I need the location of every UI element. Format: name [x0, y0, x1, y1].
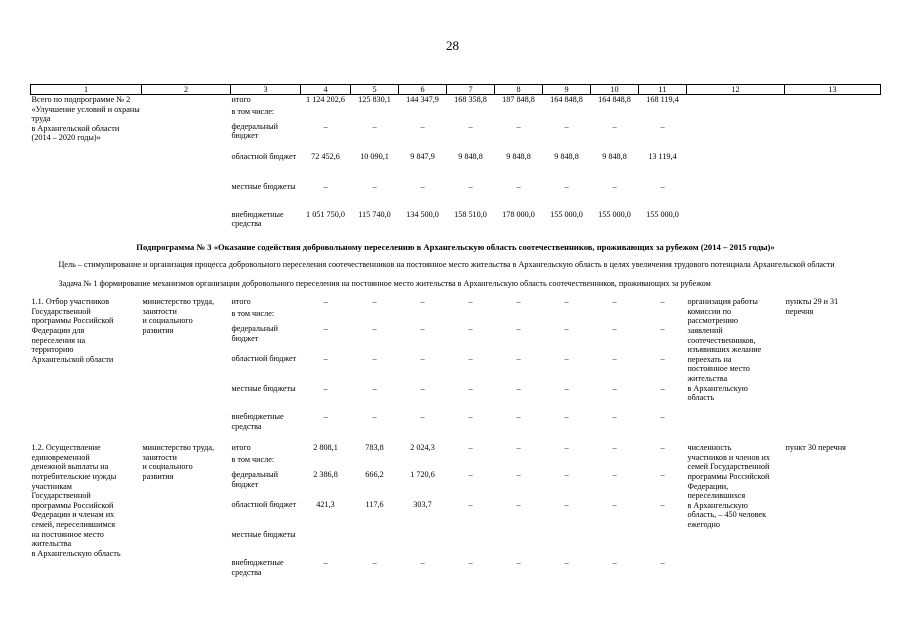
- text-line: Федерации,: [687, 481, 729, 491]
- amount-cell: –: [564, 412, 569, 422]
- page-number: 28: [446, 38, 459, 53]
- amount-cell: –: [323, 181, 328, 191]
- amount-cell: –: [468, 558, 473, 568]
- subprogram-heading: Подпрограмма № 3 «Оказание содействия добровольному переселению в Архангельскую область соотечественников, проживающих за рубежом (2014 – 2015 годы)»: [136, 241, 775, 252]
- text-line: жительства: [687, 374, 728, 384]
- amount-cell: 155 000,0: [550, 209, 583, 219]
- text-line: в Архангельскую область: [31, 548, 121, 558]
- text-line: переселения на: [31, 335, 86, 345]
- amount-cell: –: [516, 443, 521, 453]
- program-table-sheet: [30, 84, 880, 584]
- amount-cell: [447, 107, 495, 122]
- funding-source: внебюджетные средства: [231, 412, 284, 431]
- amount-cell: –: [564, 558, 569, 568]
- text-line: в Архангельскую: [687, 383, 748, 393]
- amount-cell: [543, 107, 591, 122]
- text-line: постоянное место: [687, 364, 750, 374]
- amount-cell: [639, 530, 687, 558]
- program-table: [30, 84, 881, 584]
- text-line: Всего по подпрограмме № 2: [31, 95, 131, 104]
- amount-cell: –: [564, 354, 569, 364]
- amount-cell: [447, 455, 495, 470]
- text-line: и социального: [142, 462, 193, 472]
- text-line: заявлений: [687, 326, 723, 336]
- amount-cell: –: [660, 470, 665, 480]
- text-line: программы Российской: [687, 472, 770, 482]
- task-row: [31, 279, 881, 298]
- amount-cell: [591, 530, 639, 558]
- finance-row: [31, 95, 881, 107]
- column-number-row: [31, 85, 881, 95]
- amount-cell: –: [468, 412, 473, 422]
- amount-cell: –: [420, 558, 425, 568]
- amount-cell: –: [516, 412, 521, 422]
- amount-cell: –: [323, 297, 328, 307]
- funding-source: в том числе:: [231, 106, 275, 116]
- activity-name: [31, 297, 142, 438]
- amount-cell: 168 358,8: [454, 95, 487, 104]
- funding-source: местные бюджеты: [231, 384, 296, 394]
- text-line: область: [687, 393, 715, 403]
- text-line: соотечественников,: [687, 335, 756, 345]
- amount-cell: [591, 455, 639, 470]
- expected-result: [687, 95, 785, 236]
- amount-cell: 2 024,3: [410, 443, 435, 453]
- amount-cell: –: [420, 324, 425, 334]
- funding-source: местные бюджеты: [231, 181, 296, 191]
- text-line: комиссии по: [687, 306, 732, 316]
- amount-cell: 164 848,8: [550, 95, 583, 104]
- text-line: пункты 29 и 31: [785, 297, 839, 307]
- amount-cell: 13 119,4: [648, 151, 677, 161]
- amount-cell: [639, 107, 687, 122]
- amount-cell: [399, 107, 447, 122]
- text-line: министерство труда,: [142, 297, 215, 307]
- text-line: занятости: [142, 452, 177, 462]
- text-line: рассмотрению: [687, 316, 738, 326]
- text-line: жительства: [31, 539, 72, 549]
- amount-cell: [301, 309, 351, 324]
- amount-cell: [495, 455, 543, 470]
- amount-cell: –: [564, 443, 569, 453]
- finance-row: [31, 443, 881, 455]
- text-line: Федерации для: [31, 326, 85, 336]
- amount-cell: –: [323, 121, 328, 131]
- funding-source: областной бюджет: [231, 354, 297, 364]
- amount-cell: [543, 455, 591, 470]
- amount-cell: –: [660, 181, 665, 191]
- column-number: 6: [399, 85, 447, 95]
- amount-cell: 9 848,8: [506, 151, 531, 161]
- column-number: 5: [351, 85, 399, 95]
- column-number: 8: [495, 85, 543, 95]
- text-line: занятости: [142, 306, 177, 316]
- amount-cell: 9 848,8: [458, 151, 483, 161]
- text-line: в Архангельской области: [31, 123, 120, 133]
- amount-cell: –: [612, 443, 617, 453]
- column-number: 11: [639, 85, 687, 95]
- reference: [785, 297, 881, 438]
- amount-cell: [591, 107, 639, 122]
- amount-cell: 72 452,6: [311, 151, 340, 161]
- amount-cell: –: [660, 558, 665, 568]
- amount-cell: [351, 309, 399, 324]
- text-line: в Архангельскую: [687, 500, 748, 510]
- amount-cell: –: [420, 354, 425, 364]
- amount-cell: –: [323, 324, 328, 334]
- amount-cell: –: [516, 324, 521, 334]
- funding-source: итого: [231, 443, 251, 453]
- reference: [785, 443, 881, 584]
- amount-cell: [351, 107, 399, 122]
- amount-cell: –: [660, 354, 665, 364]
- text-line: переселившихся: [687, 491, 746, 501]
- amount-cell: –: [516, 181, 521, 191]
- funding-source: федеральный бюджет: [231, 470, 279, 489]
- amount-cell: [399, 530, 447, 558]
- amount-cell: –: [372, 412, 377, 422]
- funding-source: федеральный бюджет: [231, 324, 279, 343]
- amount-cell: [639, 309, 687, 324]
- text-line: министерство труда,: [142, 443, 215, 453]
- amount-cell: 303,7: [413, 500, 432, 510]
- amount-cell: –: [660, 297, 665, 307]
- text-line: Федерации и членам их: [31, 510, 115, 520]
- amount-cell: 1 051 750,0: [306, 209, 345, 219]
- finance-row: [31, 297, 881, 309]
- amount-cell: 2 808,1: [313, 443, 338, 453]
- amount-cell: –: [468, 354, 473, 364]
- amount-cell: –: [372, 558, 377, 568]
- amount-cell: [543, 530, 591, 558]
- amount-cell: [301, 107, 351, 122]
- amount-cell: 2 386,8: [313, 470, 338, 480]
- text-line: на постоянное место: [31, 529, 104, 539]
- funding-source: итого: [231, 95, 251, 104]
- text-line: область, – 450 человек: [687, 510, 767, 520]
- text-line: развития: [142, 326, 174, 336]
- amount-cell: [301, 530, 351, 558]
- subprogram-heading-row: [31, 236, 881, 261]
- funding-source: местные бюджеты: [231, 530, 296, 540]
- text-line: перечня: [785, 306, 814, 316]
- column-number: 3: [231, 85, 301, 95]
- amount-cell: –: [516, 470, 521, 480]
- amount-cell: 9 847,9: [410, 151, 435, 161]
- text-line: развития: [142, 472, 174, 482]
- text-line: участников и членов их: [687, 452, 771, 462]
- funding-source: внебюджетные средства: [231, 209, 284, 229]
- amount-cell: –: [612, 354, 617, 364]
- amount-cell: –: [564, 500, 569, 510]
- amount-cell: –: [468, 121, 473, 131]
- amount-cell: –: [468, 181, 473, 191]
- amount-cell: [351, 530, 399, 558]
- amount-cell: –: [516, 121, 521, 131]
- amount-cell: –: [660, 121, 665, 131]
- text-line: переехать на: [687, 354, 732, 364]
- amount-cell: 125 830,1: [358, 95, 391, 104]
- amount-cell: –: [612, 384, 617, 394]
- text-line: 1.1. Отбор участников: [31, 297, 110, 307]
- amount-cell: –: [564, 297, 569, 307]
- amount-cell: 155 000,0: [598, 209, 631, 219]
- executor: [142, 95, 231, 236]
- amount-cell: –: [468, 500, 473, 510]
- column-number: 13: [785, 85, 881, 95]
- amount-cell: –: [468, 384, 473, 394]
- funding-source: федеральный бюджет: [231, 121, 279, 141]
- amount-cell: –: [612, 121, 617, 131]
- amount-cell: –: [564, 470, 569, 480]
- amount-cell: 187 848,8: [502, 95, 535, 104]
- amount-cell: –: [372, 384, 377, 394]
- funding-source: областной бюджет: [231, 151, 297, 161]
- amount-cell: [351, 455, 399, 470]
- amount-cell: –: [372, 181, 377, 191]
- amount-cell: [591, 309, 639, 324]
- amount-cell: [495, 309, 543, 324]
- amount-cell: –: [612, 297, 617, 307]
- activity-name: [31, 95, 142, 236]
- amount-cell: –: [516, 500, 521, 510]
- amount-cell: 144 347,9: [406, 95, 439, 104]
- amount-cell: 158 510,0: [454, 209, 487, 219]
- text-line: территорию: [31, 345, 74, 355]
- funding-source: областной бюджет: [231, 500, 297, 510]
- amount-cell: [399, 309, 447, 324]
- amount-cell: –: [564, 121, 569, 131]
- text-line: денежной выплаты на: [31, 462, 109, 472]
- amount-cell: –: [372, 121, 377, 131]
- amount-cell: –: [612, 470, 617, 480]
- amount-cell: –: [612, 500, 617, 510]
- text-line: Государственной: [31, 491, 91, 501]
- amount-cell: [639, 455, 687, 470]
- amount-cell: –: [516, 384, 521, 394]
- funding-source: внебюджетные средства: [231, 558, 284, 577]
- amount-cell: –: [468, 297, 473, 307]
- amount-cell: 783,8: [365, 443, 384, 453]
- amount-cell: 117,6: [365, 500, 384, 510]
- text-line: 1.2. Осуществление: [31, 443, 101, 453]
- text-line: и социального: [142, 316, 193, 326]
- amount-cell: –: [372, 297, 377, 307]
- amount-cell: –: [612, 558, 617, 568]
- funding-source: в том числе:: [231, 455, 275, 465]
- column-number: 12: [687, 85, 785, 95]
- column-number: 7: [447, 85, 495, 95]
- task-text-body: Задача № 1 формирование механизмов организации добровольного переселения на постоянное место жительства в Архангельскую область соотечественников, проживающих за рубежом: [58, 278, 711, 288]
- amount-cell: –: [516, 297, 521, 307]
- amount-cell: 10 090,1: [360, 151, 389, 161]
- reference: [785, 95, 881, 236]
- amount-cell: –: [420, 384, 425, 394]
- text-line: ежегодно: [687, 520, 720, 530]
- amount-cell: –: [612, 324, 617, 334]
- activity-name: [31, 443, 142, 584]
- amount-cell: –: [660, 412, 665, 422]
- text-line: изъявивших желание: [687, 345, 762, 355]
- amount-cell: [447, 309, 495, 324]
- text-line: программы Российской: [31, 316, 114, 326]
- amount-cell: 1 124 202,6: [306, 95, 345, 104]
- expected-result: [687, 443, 785, 584]
- text-line: потребительские нужды: [31, 472, 117, 482]
- amount-cell: 168 119,4: [646, 95, 679, 104]
- executor: [142, 443, 231, 584]
- text-line: семей, переселившимся: [31, 520, 116, 530]
- amount-cell: –: [372, 324, 377, 334]
- text-line: (2014 – 2020 годы)»: [31, 133, 101, 143]
- amount-cell: –: [564, 384, 569, 394]
- text-line: пункт 30 перечня: [785, 443, 846, 453]
- goal-text: [31, 260, 881, 279]
- amount-cell: –: [420, 181, 425, 191]
- amount-cell: –: [660, 324, 665, 334]
- amount-cell: [495, 530, 543, 558]
- column-number: 4: [301, 85, 351, 95]
- amount-cell: [495, 107, 543, 122]
- column-number: 9: [543, 85, 591, 95]
- column-number: 10: [591, 85, 639, 95]
- amount-cell: –: [420, 297, 425, 307]
- text-line: участникам: [31, 481, 72, 491]
- amount-cell: [301, 455, 351, 470]
- text-line: семей Государственной: [687, 462, 770, 472]
- amount-cell: –: [372, 354, 377, 364]
- amount-cell: –: [564, 181, 569, 191]
- amount-cell: –: [323, 558, 328, 568]
- amount-cell: –: [323, 354, 328, 364]
- funding-source: в том числе:: [231, 309, 275, 319]
- text-line: Государственной: [31, 306, 91, 316]
- amount-cell: 9 848,8: [602, 151, 627, 161]
- amount-cell: –: [323, 412, 328, 422]
- amount-cell: –: [612, 181, 617, 191]
- amount-cell: –: [468, 324, 473, 334]
- amount-cell: 178 000,0: [502, 209, 535, 219]
- text-line: «Улучшение условий и охраны труда: [31, 104, 140, 124]
- task-text: [31, 279, 881, 298]
- amount-cell: –: [323, 384, 328, 394]
- amount-cell: –: [468, 470, 473, 480]
- amount-cell: –: [420, 412, 425, 422]
- amount-cell: –: [660, 384, 665, 394]
- amount-cell: [447, 530, 495, 558]
- text-line: организация работы: [687, 297, 758, 307]
- amount-cell: –: [516, 558, 521, 568]
- amount-cell: 155 000,0: [646, 209, 679, 219]
- text-line: единовременной: [31, 452, 90, 462]
- amount-cell: 134 500,0: [406, 209, 439, 219]
- amount-cell: –: [516, 354, 521, 364]
- text-line: Архангельской области: [31, 354, 114, 364]
- amount-cell: –: [468, 443, 473, 453]
- text-line: численность: [687, 443, 732, 453]
- amount-cell: 164 848,8: [598, 95, 631, 104]
- amount-cell: 115 740,0: [358, 209, 391, 219]
- amount-cell: 1 720,6: [410, 470, 435, 480]
- amount-cell: 421,3: [316, 500, 335, 510]
- expected-result: [687, 297, 785, 438]
- amount-cell: –: [420, 121, 425, 131]
- amount-cell: –: [612, 412, 617, 422]
- amount-cell: 9 848,8: [554, 151, 579, 161]
- column-number: 1: [31, 85, 142, 95]
- amount-cell: [399, 455, 447, 470]
- funding-source: итого: [231, 297, 251, 307]
- amount-cell: 666,2: [365, 470, 384, 480]
- column-number: 2: [142, 85, 231, 95]
- amount-cell: [543, 309, 591, 324]
- amount-cell: –: [564, 324, 569, 334]
- goal-row: [31, 260, 881, 279]
- executor: [142, 297, 231, 438]
- amount-cell: –: [660, 443, 665, 453]
- amount-cell: –: [660, 500, 665, 510]
- text-line: программы Российской: [31, 500, 114, 510]
- goal-text-body: Цель – стимулирование и организация процесса добровольного переселения соотечественников на постоянное место жительства в Архангельскую область в целях увеличения трудового потенциала Архангельской области: [58, 260, 835, 270]
